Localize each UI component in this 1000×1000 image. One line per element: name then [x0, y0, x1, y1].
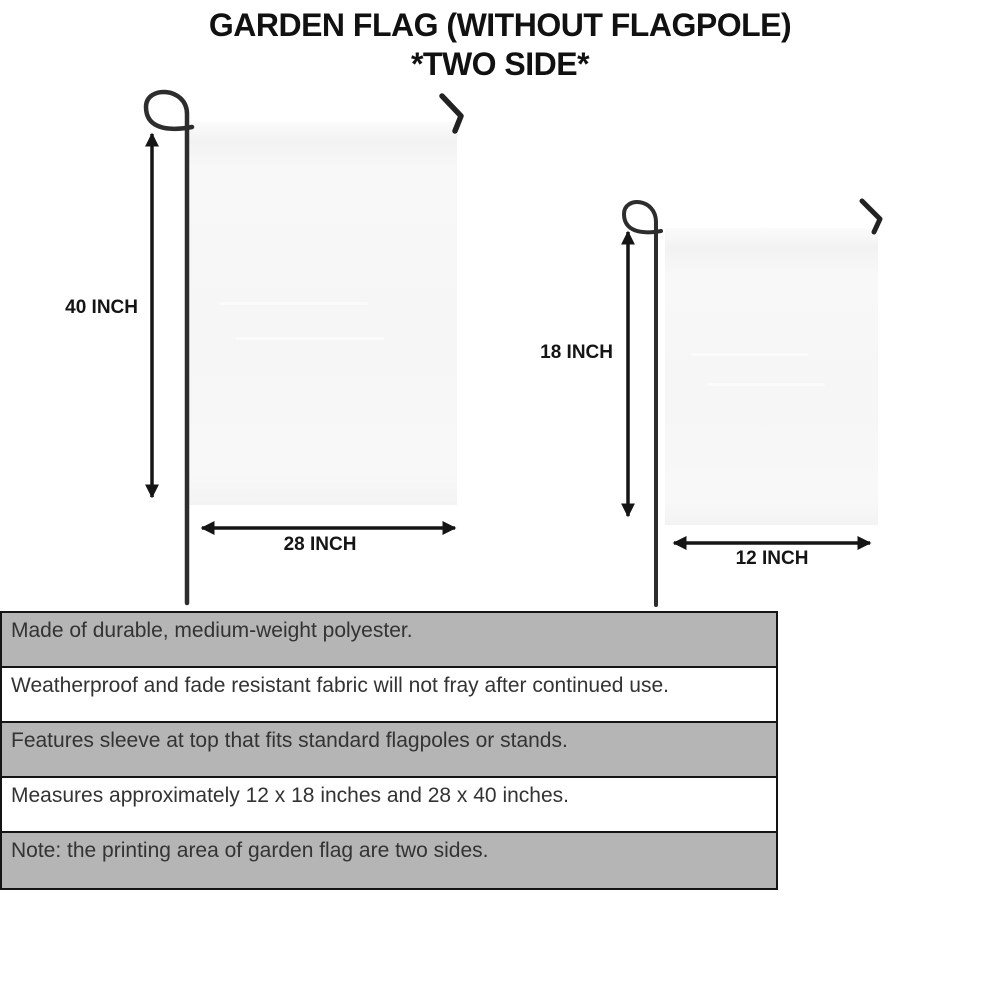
large-flag-hook-icon	[442, 96, 461, 131]
page-title-line2: *TWO SIDE*	[410, 46, 590, 82]
small-flag-width-label: 12 INCH	[735, 548, 809, 569]
large-flag-width-label: 28 INCH	[283, 534, 357, 555]
feature-row	[2, 778, 776, 833]
page-title-line1: GARDEN FLAG (WITHOUT FLAGPOLE)	[208, 7, 792, 43]
feature-row	[2, 833, 776, 888]
feature-text: Features sleeve at top that fits standard flagpoles or stands.	[11, 729, 568, 752]
feature-text: Weatherproof and fade resistant fabric will not fray after continued use.	[11, 674, 669, 697]
feature-row	[2, 613, 776, 668]
small-flag-height-label: 18 INCH	[540, 342, 613, 363]
title-block	[0, 6, 1000, 84]
small-flag-hook-icon	[862, 201, 880, 232]
feature-text: Made of durable, medium-weight polyester.	[11, 619, 413, 642]
feature-row	[2, 668, 776, 723]
feature-row	[2, 723, 776, 778]
large-flag-height-label: 40 INCH	[65, 297, 138, 318]
feature-text: Note: the printing area of garden flag are two sides.	[11, 839, 489, 862]
feature-table	[0, 611, 778, 890]
feature-text: Measures approximately 12 x 18 inches and 28 x 40 inches.	[11, 784, 569, 807]
